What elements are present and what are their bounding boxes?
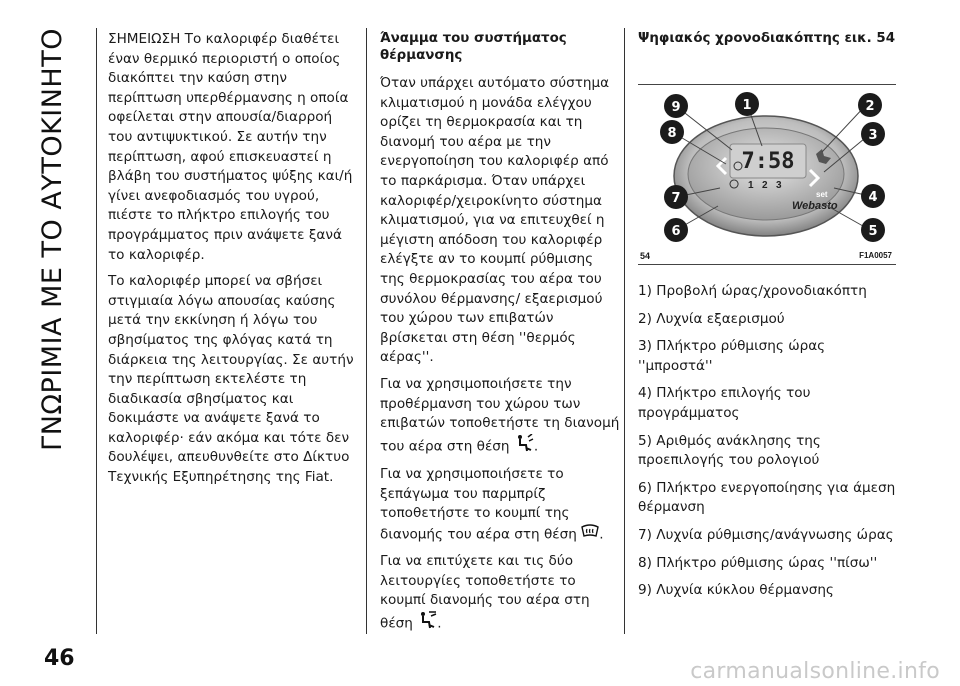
section-title-text: ΓΝΩΡΙΜΙΑ ΜΕ ΤΟ ΑΥΤΟΚΙΝΗΤΟ (36, 28, 68, 451)
list-item: 4) Πλήκτρο επιλογής του προγράμματος (638, 385, 811, 421)
svg-text:7: 7 (671, 191, 681, 206)
list-item: 7) Λυχνία ρύθμισης/ανάγνωσης ώρας (638, 526, 894, 543)
paragraph-text: Για να επιτύχετε και τις δύο λειτουργίες τοποθετήστε το κουμπί διανομής του αέρα στη θέση (380, 552, 590, 632)
list-item: 6) Πλήκτρο ενεργοποίησης για άμεση θέρμανση (638, 479, 896, 516)
set-button-label: set (816, 190, 828, 199)
paragraph: Για να επιτύχετε και τις δύο λειτουργίες τοποθετήστε το κουμπί διανομής του αέρα στη θέση . (380, 552, 622, 635)
brand-logo: Webasto (792, 200, 838, 212)
svg-text:5: 5 (868, 224, 878, 239)
column-divider (624, 28, 625, 634)
paragraph-text: Για να χρησιμοποιήσετε την προθέρμανση του χώρου των επιβατών τοποθετήστε τη διανομή του αέρα στη θέση (380, 375, 620, 454)
display-time: 7:58 (741, 149, 795, 174)
svg-text:8: 8 (667, 126, 677, 141)
column-3 (638, 30, 896, 57)
air-feet-windshield-icon (417, 611, 437, 636)
figure-timer (638, 84, 896, 268)
list-item: 3) Πλήκτρο ρύθμισης ώρας ''μπροστά'' (638, 338, 826, 374)
column-2 (380, 30, 622, 642)
section-heading: Ψηφιακός χρονοδιακόπτης εικ. 54 (638, 31, 896, 46)
timer-illustration (638, 84, 896, 250)
column-divider (366, 28, 367, 634)
list-item: 5) Αριθμός ανάκλησης της προεπιλογής του ρολογιού (638, 432, 821, 469)
paragraph: Για να χρησιμοποιήσετε την προθέρμανση του χώρου των επιβατών τοποθετήστε τη διανομή του αέρα στη θέση . (380, 375, 622, 458)
display-digit-3: 3 (776, 180, 782, 191)
list-item: 1) Προβολή ώρας/χρονοδιακόπτη (638, 283, 867, 299)
svg-text:1: 1 (742, 98, 752, 113)
list-item: 9) Λυχνία κύκλου θέρμανσης (638, 582, 834, 599)
paragraph: Το καλοριφέρ μπορεί να σβήσει στιγμιαία λόγω απουσίας καύσης μετά την εκκίνηση ή λόγω του σβησίματος της φλόγας κατά τη διάρκεια της λειτουργίας. Σε αυτήν την περίπτωση εκτελέστε τη διαδικασία σβησίματος και δοκιμάστε να ανάψετε ξανά το καλοριφέρ· εάν ακόμα και τότε δεν δουλέψει, απευθυνθείτε στο Δίκτυο Τεχνικής Εξυπηρέτησης της Fiat. (108, 273, 354, 486)
side-section-title (22, 28, 82, 451)
display-digit-1: 1 (748, 180, 754, 191)
air-feet-icon (514, 434, 534, 459)
column-divider (96, 28, 97, 634)
page-number: 46 (44, 646, 75, 671)
svg-text:9: 9 (671, 100, 681, 115)
note-paragraph: ΣΗΜΕΙΩΣΗ Το καλοριφέρ διαθέτει έναν θερμικό περιοριστή ο οποίος διακόπτει την καύση στην περίπτωση υπερθέρμανσης η οποία οφείλεται στην απουσία/διαρροή του αντιψυκτικού. Σε αυτήν την περίπτωση, αφού επισκευαστεί η βλάβη του συστήματος ψύξης και/ή γίνει ανεφοδιασμός του υγρού, πιέστε το πλήκτρο επιλογής του προγράμματος πριν ανάψετε ξανά το καλοριφέρ. (108, 31, 353, 263)
windshield-defrost-icon (581, 524, 599, 545)
svg-text:4: 4 (868, 190, 878, 205)
svg-text:2: 2 (865, 99, 875, 114)
figure-code: F1A0057 (859, 251, 892, 260)
svg-text:6: 6 (671, 224, 681, 239)
watermark: carmanualsonline.info (690, 659, 940, 684)
paragraph: Για να χρησιμοποιήσετε το ξεπάγωμα του παρμπρίζ τοποθετήστε το κουμπί της διανομής του αέρα στη θέση . (380, 465, 622, 545)
paragraph-text: Για να χρησιμοποιήσετε το ξεπάγωμα του παρμπρίζ τοποθετήστε το κουμπί της διανομής του αέρα στη θέση (380, 466, 577, 543)
figure-bottom-rule (638, 264, 896, 265)
list-item: 2) Λυχνία εξαερισμού (638, 310, 785, 327)
column-1 (108, 30, 360, 495)
paragraph: Όταν υπάρχει αυτόματο σύστημα κλιματισμού η μονάδα ελέγχου ορίζει τη θερμοκρασία και τη διανομή του αέρα με την ενεργοποίηση του καλοριφέρ από το παρκάρισμα. Όταν υπάρχει καλοριφέρ/χειροκίνητο σύστημα κλιματισμού, για να επιτευχθεί η μέγιστη απόδοση του καλοριφέρ ελέγξτε αν το κουμπί ρύθμισης της θερμοκρασίας του αέρα του συνόλου θέρμανσης/ εξαερισμού του χώρου των επιβατών βρίσκεται στη θέση ''θερμός αέρας''. (380, 75, 610, 366)
display-digit-2: 2 (762, 180, 768, 191)
section-heading: Άναμμα του συστήματος θέρμανσης (380, 31, 567, 63)
list-item: 8) Πλήκτρο ρύθμισης ώρας ''πίσω'' (638, 554, 878, 571)
legend-list (638, 282, 896, 609)
figure-number: 54 (640, 251, 651, 261)
svg-text:3: 3 (868, 128, 878, 143)
